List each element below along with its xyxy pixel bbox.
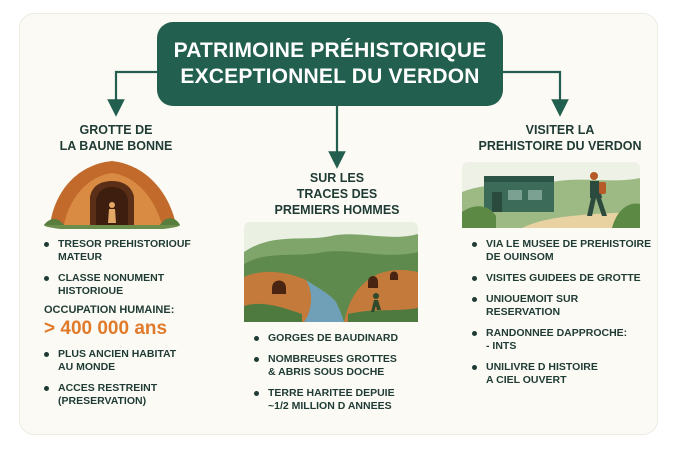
bullet-icon	[472, 242, 477, 247]
museum-hiker-icon	[462, 162, 640, 228]
main-title-banner	[157, 22, 503, 106]
list-item: VIA LE MUSEE DE PREHISTOIRE DE OUINSOM	[472, 238, 652, 264]
occupation-label: OCCUPATION HUMAINE:	[44, 304, 175, 316]
left-title-line2: LA BAUNE BONNE	[59, 139, 173, 153]
bullet-icon	[472, 331, 477, 336]
list-item: PLUS ANCIEN HABITAT AU MONDE	[44, 348, 214, 374]
list-item: VISITES GUIDEES DE GROTTE	[472, 272, 652, 285]
right-column-title	[470, 122, 650, 154]
bullet-icon	[44, 386, 49, 391]
right-list	[472, 238, 652, 395]
bullet-icon	[254, 336, 259, 341]
main-title-line2: EXCEPTIONNEL DU VERDON	[180, 65, 480, 88]
arrow-to-right-column	[503, 72, 560, 108]
arrow-to-left-column	[116, 72, 157, 108]
middle-title-line1: SUR LES	[309, 171, 365, 185]
occupation-value: > 400 000 ans	[44, 318, 168, 339]
main-title-line1: PATRIMOINE PRÉHISTORIQUE	[173, 39, 487, 62]
list-item: UNILIVRE D HISTOIRE A CIEL OUVERT	[472, 361, 652, 387]
bullet-icon	[44, 352, 49, 357]
middle-list	[254, 332, 424, 421]
cave-entrance-icon	[44, 155, 180, 229]
left-column-title	[40, 122, 192, 154]
left-list-2	[44, 348, 214, 416]
middle-title-line2: TRACES DES	[296, 187, 378, 201]
bullet-icon	[472, 297, 477, 302]
bullet-icon	[44, 242, 49, 247]
list-item: NOMBREUSES GROTTES & ABRIS SOUS DOCHE	[254, 353, 424, 379]
list-item: CLASSE NONUMENT HISTORIOUE	[44, 272, 214, 298]
list-item: TRESOR PREHISTORIOUF MATEUR	[44, 238, 214, 264]
bullet-icon	[254, 391, 259, 396]
list-item: ACCES RESTREINT (PRESERVATION)	[44, 382, 214, 408]
middle-column-title	[262, 170, 412, 218]
left-title-line1: GROTTE DE	[79, 123, 153, 137]
bullet-icon	[44, 276, 49, 281]
right-title-line2: PREHISTOIRE DU VERDON	[478, 139, 642, 153]
bullet-icon	[472, 365, 477, 370]
list-item: TERRE HARITEE DEPUIE ~1/2 MILLION D ANNEES	[254, 387, 424, 413]
list-item: UNIOUEMOIT SUR RESERVATION	[472, 293, 652, 319]
bullet-icon	[254, 357, 259, 362]
gorge-landscape-icon	[244, 222, 418, 322]
list-item: RANDONNEE DAPPROCHE: - INTS	[472, 327, 652, 353]
list-item: GORGES DE BAUDINARD	[254, 332, 424, 345]
middle-title-line3: PREMIERS HOMMES	[274, 203, 400, 217]
left-list-1	[44, 238, 214, 306]
right-title-line1: VISITER LA	[525, 123, 595, 137]
bullet-icon	[472, 276, 477, 281]
